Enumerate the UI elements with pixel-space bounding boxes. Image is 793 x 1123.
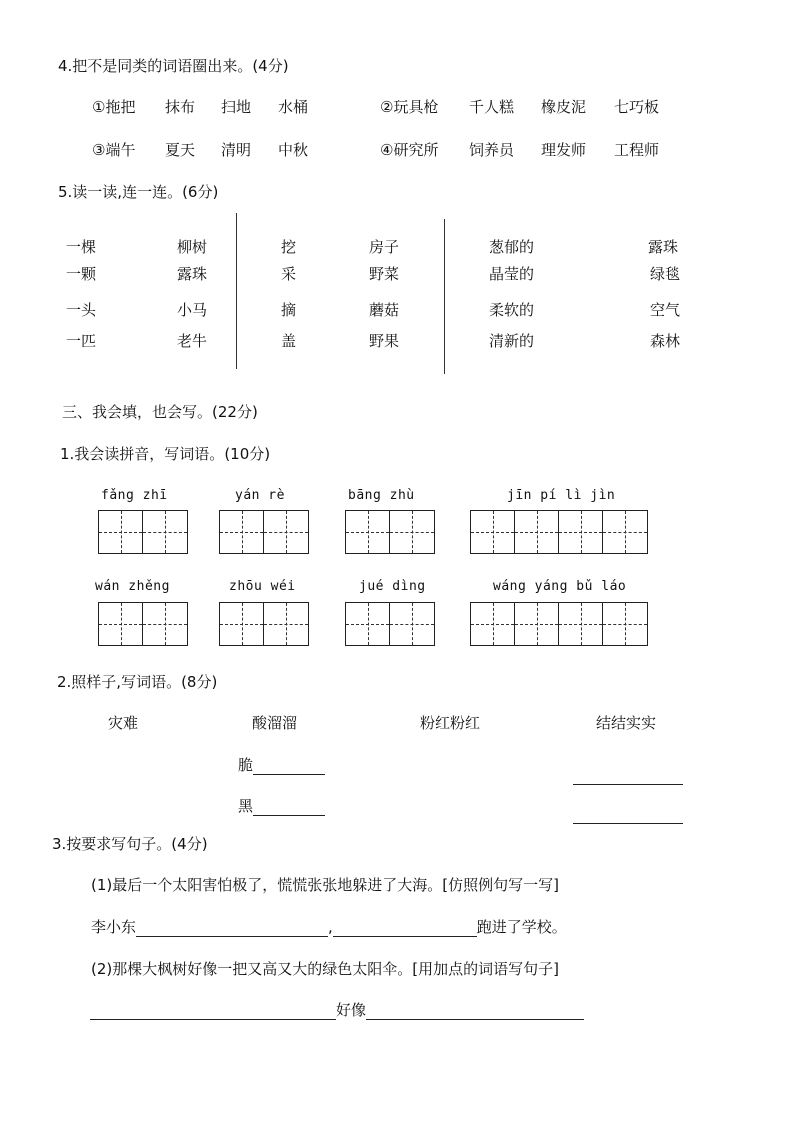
word-prompt xyxy=(238,795,325,816)
prompt-char: 脆 xyxy=(238,756,254,774)
q4-word[interactable]: 七巧板 xyxy=(614,98,660,116)
q4-word[interactable]: 清明 xyxy=(221,141,252,159)
q4-word[interactable]: 理发师 xyxy=(541,141,587,159)
pinyin-label: fǎng zhī xyxy=(101,488,168,503)
match-word-left[interactable]: 盖 xyxy=(281,332,297,350)
writing-grid[interactable] xyxy=(98,602,188,646)
match-word-left[interactable]: 采 xyxy=(281,265,297,283)
match-word-left[interactable]: 挖 xyxy=(281,238,297,256)
example-word: 灾难 xyxy=(108,714,139,732)
match-word-left[interactable]: 葱郁的 xyxy=(489,238,535,256)
sentence-item-1: (1)最后一个太阳害怕极了，慌慌张张地躲进了大海。[仿照例句写一写] xyxy=(91,876,559,894)
match-word-left[interactable]: 一匹 xyxy=(66,332,97,350)
match-word-left[interactable]: 柔软的 xyxy=(489,301,535,319)
match-word-right[interactable]: 空气 xyxy=(650,301,681,319)
sentence-line-1 xyxy=(91,916,567,937)
sentence-line-2 xyxy=(90,999,584,1020)
writing-grid[interactable] xyxy=(98,510,188,554)
q4-word[interactable]: 工程师 xyxy=(614,141,660,159)
match-word-right[interactable]: 野菜 xyxy=(369,265,400,283)
q4-word[interactable]: 千人糕 xyxy=(469,98,515,116)
answer-blank[interactable] xyxy=(253,799,325,816)
writing-grid[interactable] xyxy=(345,602,435,646)
word-prompt xyxy=(238,754,325,775)
writing-grid[interactable] xyxy=(470,510,648,554)
writing-grid[interactable] xyxy=(219,510,309,554)
pinyin-label: wán zhěng xyxy=(95,579,170,594)
q4-word[interactable]: 中秋 xyxy=(278,141,309,159)
q5-title: 5.读一读,连一连。(6分) xyxy=(58,183,219,201)
q4-word[interactable]: 饲养员 xyxy=(469,141,515,159)
section-3-title: 三、我会填，也会写。(22分) xyxy=(62,403,258,421)
match-word-right[interactable]: 老牛 xyxy=(177,332,208,350)
q4-word[interactable]: 水桶 xyxy=(278,98,309,116)
q4-word[interactable]: 扫地 xyxy=(221,98,252,116)
pinyin-label: wáng yáng bǔ láo xyxy=(493,579,627,594)
answer-blank[interactable] xyxy=(366,1003,584,1020)
sentence-item-2: (2)那棵大枫树好像一把又高又大的绿色太阳伞。[用加点的词语写句子] xyxy=(91,960,559,978)
match-word-left[interactable]: 一颗 xyxy=(66,265,97,283)
sentence-mid: 好像 xyxy=(336,1001,367,1019)
match-word-left[interactable]: 一头 xyxy=(66,301,97,319)
answer-blank[interactable] xyxy=(333,920,477,937)
comma: , xyxy=(328,918,333,936)
q4-word[interactable]: 抹布 xyxy=(165,98,196,116)
pinyin-label: jué dìng xyxy=(359,579,426,594)
writing-grid[interactable] xyxy=(345,510,435,554)
q4-word[interactable]: 夏天 xyxy=(165,141,196,159)
match-word-right[interactable]: 露珠 xyxy=(177,265,208,283)
match-word-left[interactable]: 一棵 xyxy=(66,238,97,256)
sentence-start: 李小东 xyxy=(91,918,137,936)
pinyin-label: zhōu wéi xyxy=(229,579,296,594)
writing-grid[interactable] xyxy=(470,602,648,646)
match-word-right[interactable]: 蘑菇 xyxy=(369,301,400,319)
match-word-right[interactable]: 柳树 xyxy=(177,238,208,256)
answer-blank[interactable] xyxy=(253,758,325,775)
match-word-right[interactable]: 野果 xyxy=(369,332,400,350)
q4-word[interactable]: ①拖把 xyxy=(92,98,136,116)
answer-blank[interactable] xyxy=(136,920,328,937)
match-word-right[interactable]: 小马 xyxy=(177,301,208,319)
match-word-right[interactable]: 露珠 xyxy=(648,238,679,256)
writing-grid[interactable] xyxy=(219,602,309,646)
sentence-end: 跑进了学校。 xyxy=(476,918,567,936)
s3q1-title: 1.我会读拼音，写词语。(10分) xyxy=(60,445,271,463)
example-word: 酸溜溜 xyxy=(252,714,298,732)
s3q2-title: 2.照样子,写词语。(8分) xyxy=(57,673,218,691)
match-word-right[interactable]: 森林 xyxy=(650,332,681,350)
answer-blank[interactable] xyxy=(573,822,683,824)
prompt-char: 黑 xyxy=(238,797,254,815)
column-divider xyxy=(444,219,445,374)
match-word-right[interactable]: 绿毯 xyxy=(650,265,681,283)
s3q3-title: 3.按要求写句子。(4分) xyxy=(52,835,208,853)
example-word: 结结实实 xyxy=(596,714,657,732)
match-word-left[interactable]: 摘 xyxy=(281,301,297,319)
match-word-right[interactable]: 房子 xyxy=(369,238,400,256)
pinyin-label: jīn pí lì jìn xyxy=(507,488,616,503)
q4-word[interactable]: ②玩具枪 xyxy=(380,98,439,116)
column-divider xyxy=(236,213,237,369)
pinyin-label: bāng zhù xyxy=(348,488,415,503)
answer-blank[interactable] xyxy=(90,1003,336,1020)
answer-blank[interactable] xyxy=(573,783,683,785)
q4-title: 4.把不是同类的词语圈出来。(4分) xyxy=(58,57,289,75)
pinyin-label: yán rè xyxy=(235,488,285,503)
example-word: 粉红粉红 xyxy=(420,714,481,732)
q4-word[interactable]: ③端午 xyxy=(92,141,136,159)
q4-word[interactable]: 橡皮泥 xyxy=(541,98,587,116)
q4-word[interactable]: ④研究所 xyxy=(380,141,439,159)
match-word-left[interactable]: 晶莹的 xyxy=(489,265,535,283)
match-word-left[interactable]: 清新的 xyxy=(489,332,535,350)
